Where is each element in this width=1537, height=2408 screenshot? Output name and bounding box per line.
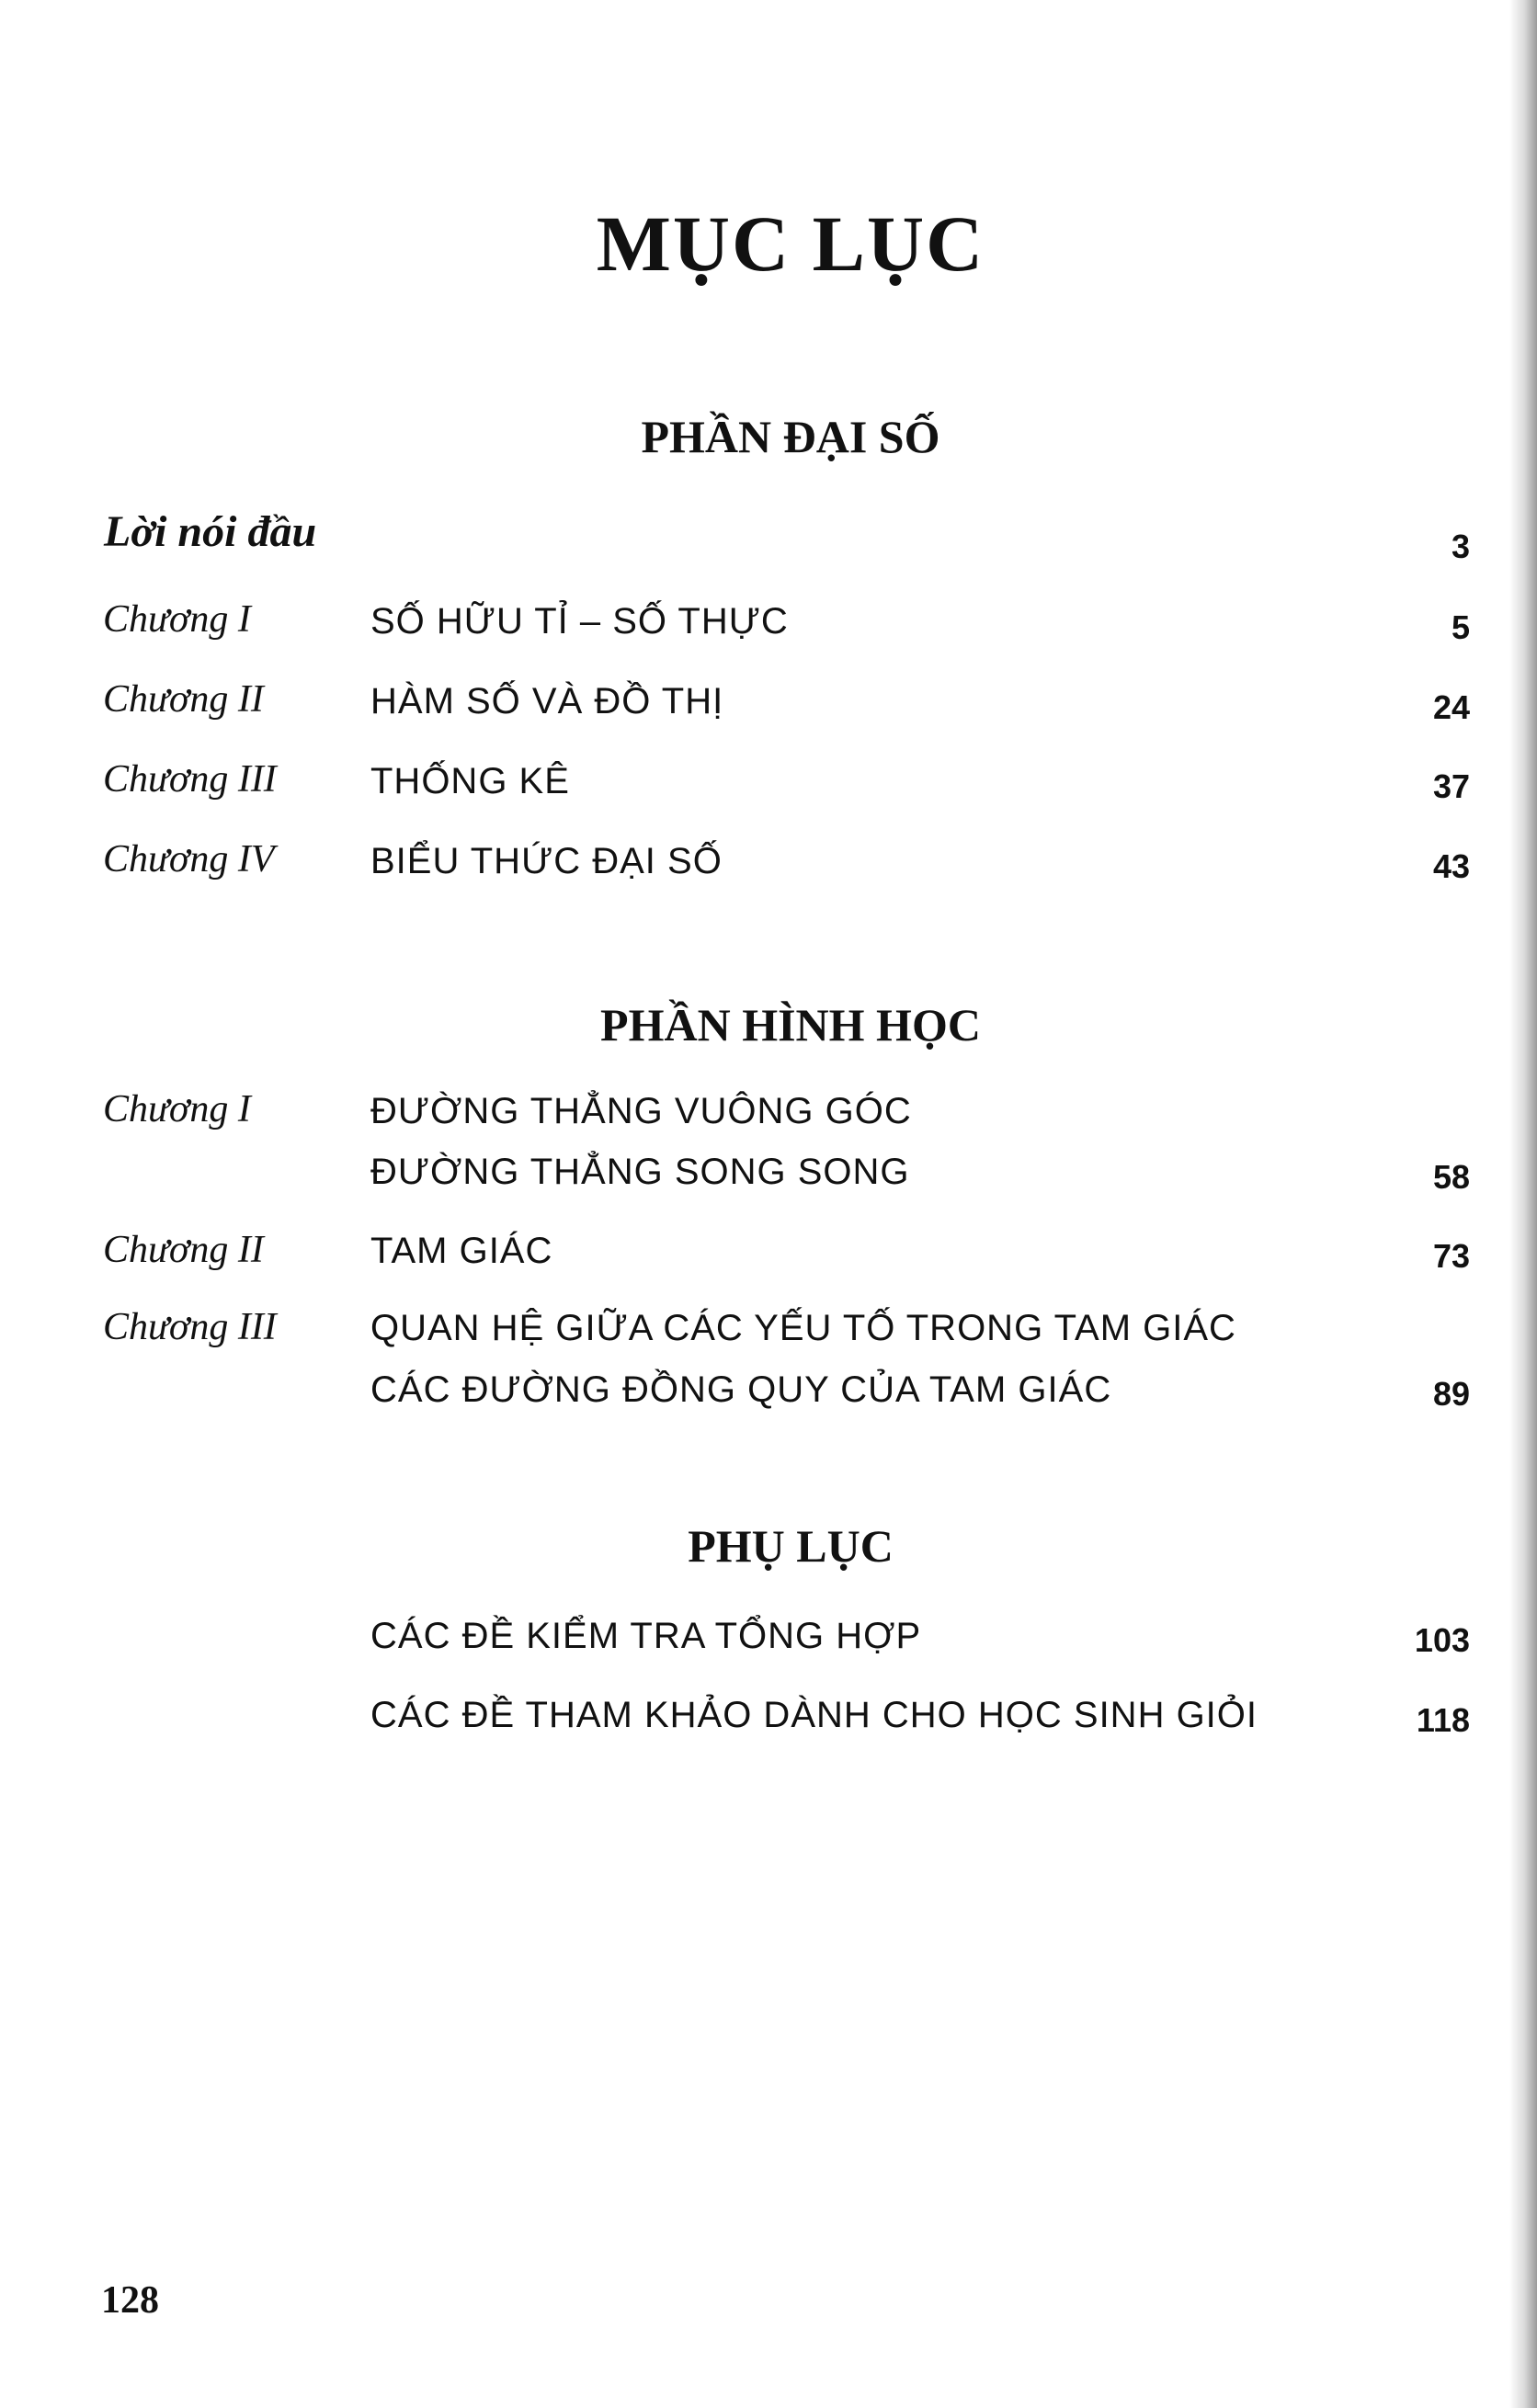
section-heading-dai-so: PHẦN ĐẠI SỐ	[641, 411, 940, 462]
toc-entry-page: 43	[1432, 847, 1470, 885]
chapter-label: Chương II	[103, 1229, 264, 1271]
page-title: MỤC LỤC	[596, 199, 985, 288]
chapter-label: Chương IV	[103, 838, 275, 880]
toc-entry-page: 5	[1451, 608, 1470, 646]
toc-entry-title: BIỂU THỨC ĐẠI SỐ	[370, 841, 723, 881]
toc-entry-title: ĐƯỜNG THẲNG VUÔNG GÓC	[370, 1091, 912, 1131]
toc-entry-title-continued: ĐƯỜNG THẲNG SONG SONG	[370, 1152, 910, 1192]
chapter-label: Chương II	[103, 678, 264, 721]
toc-entry-title: THỐNG KÊ	[370, 761, 570, 801]
chapter-label: Chương I	[103, 1088, 251, 1130]
toc-entry-title: TAM GIÁC	[370, 1231, 553, 1271]
chapter-label: Chương III	[103, 758, 277, 801]
toc-entry-page: 24	[1432, 688, 1470, 726]
toc-entry-title: SỐ HỮU TỈ – SỐ THỰC	[370, 601, 789, 642]
toc-entry-title: HÀM SỐ VÀ ĐỒ THỊ	[370, 681, 724, 721]
toc-entry-title: QUAN HỆ GIỮA CÁC YẾU TỐ TRONG TAM GIÁC	[370, 1308, 1236, 1348]
toc-entry-page: 73	[1432, 1237, 1470, 1275]
section-heading-hinh-hoc: PHẦN HÌNH HỌC	[600, 999, 981, 1051]
preface-label: Lời nói đầu	[104, 507, 317, 556]
toc-entry-title-continued: CÁC ĐƯỜNG ĐỒNG QUY CỦA TAM GIÁC	[370, 1369, 1112, 1410]
chapter-label: Chương I	[103, 598, 251, 641]
toc-entry-title: CÁC ĐỀ KIỂM TRA TỔNG HỢP	[370, 1616, 922, 1656]
toc-entry-page: 58	[1432, 1158, 1470, 1196]
preface-page-number: 3	[1451, 528, 1470, 565]
footer-page-number: 128	[101, 2279, 159, 2322]
section-heading-phu-luc: PHỤ LỤC	[688, 1520, 894, 1572]
toc-entry-page: 103	[1414, 1621, 1470, 1659]
toc-entry-page: 37	[1432, 767, 1470, 805]
toc-entry-page: 118	[1416, 1701, 1470, 1739]
chapter-label: Chương III	[103, 1306, 277, 1348]
toc-entry-title: CÁC ĐỀ THAM KHẢO DÀNH CHO HỌC SINH GIỎI	[370, 1695, 1258, 1735]
toc-entry-page: 89	[1432, 1375, 1470, 1413]
page-edge-shadow	[1509, 0, 1537, 2408]
